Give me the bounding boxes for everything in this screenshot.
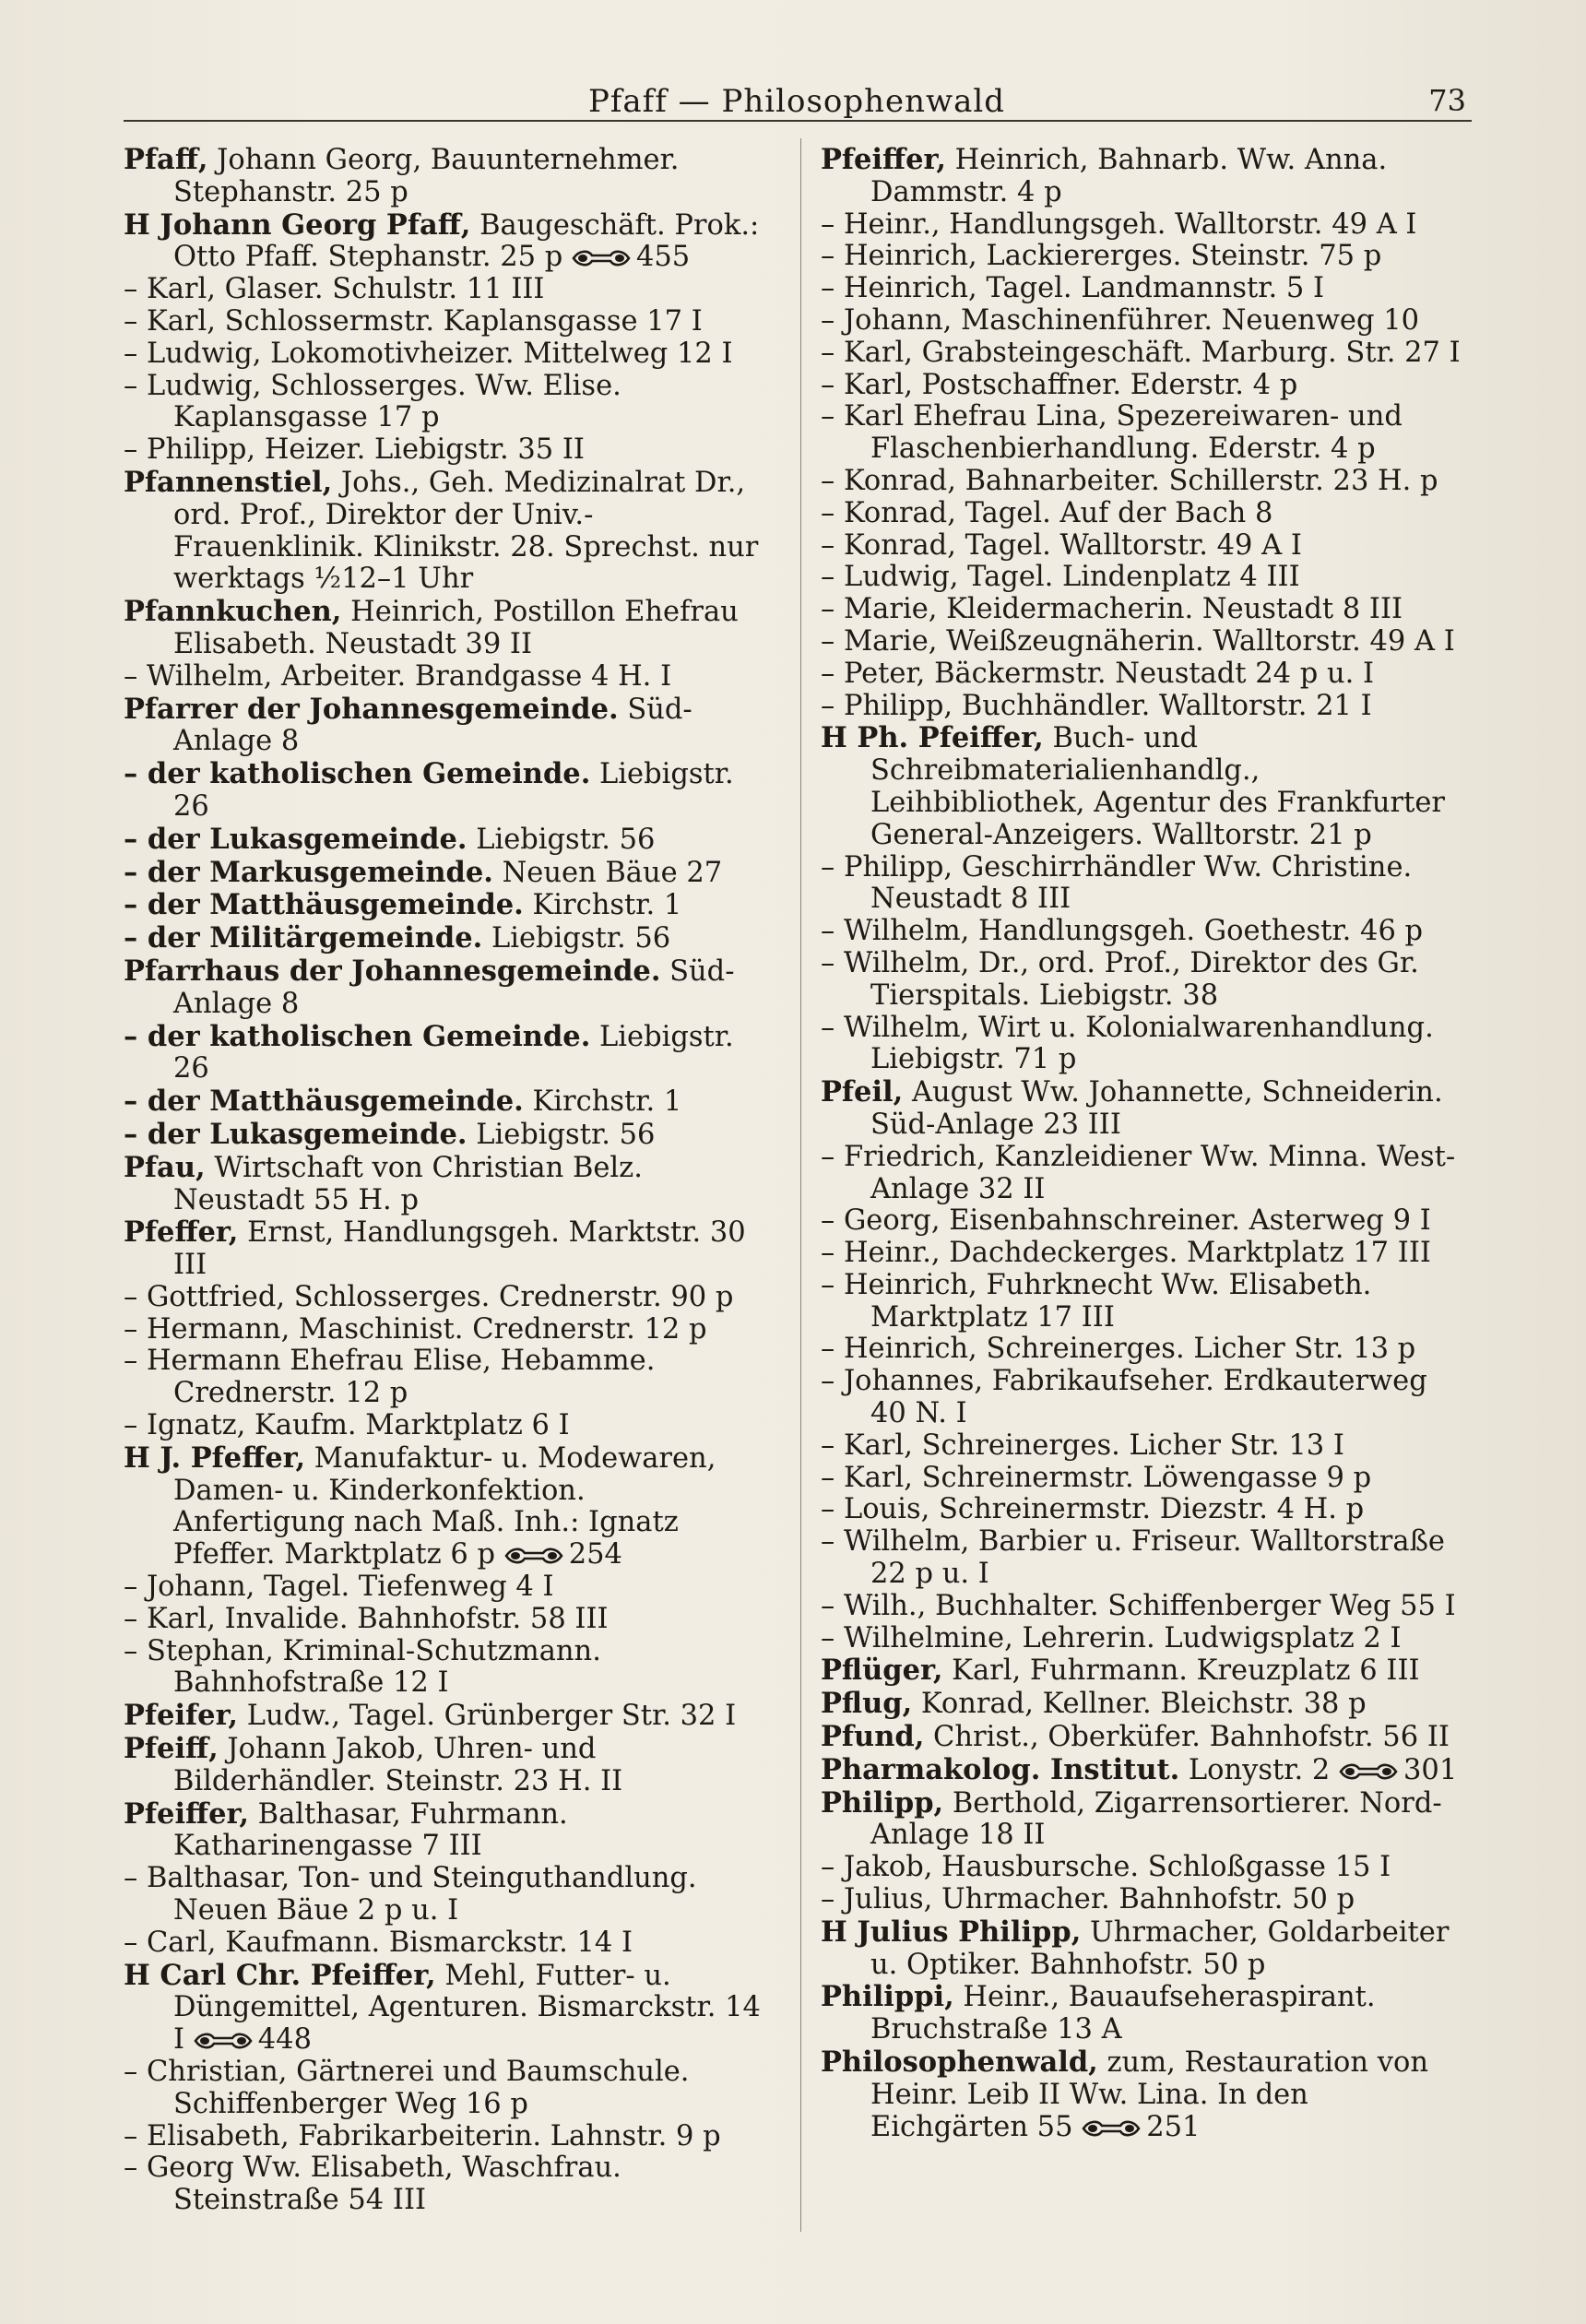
directory-entry [821, 498, 1462, 530]
column-divider [800, 138, 801, 2232]
telephone-number: 301 [1403, 1753, 1458, 1786]
entry-text: Neuen Bäue 27 [492, 856, 723, 889]
directory-entry [821, 1654, 1462, 1688]
entry-text: – Heinrich, Schreinerges. Licher Str. 13 p [821, 1333, 1416, 1366]
entry-heading: Pfeiffer, [124, 1796, 249, 1831]
entry-text: – Ludwig, Tagel. Lindenplatz 4 III [821, 561, 1300, 594]
entry-heading: – der Matthäusgemeinde. [124, 1085, 524, 1119]
directory-entry [821, 1463, 1462, 1495]
page-number: 73 [1428, 83, 1466, 118]
entry-heading: Pfannenstiel, [124, 465, 333, 499]
entry-text: – Philipp, Heizer. Liebigstr. 35 II [124, 433, 585, 467]
directory-entry [821, 466, 1462, 498]
entry-text: – Heinr., Handlungsgeh. Walltorstr. 49 A I [821, 208, 1417, 241]
directory-entry [821, 144, 1462, 209]
directory-entry [124, 1604, 765, 1636]
directory-entry [821, 209, 1462, 242]
entry-text: August Ww. Johannette, Schneiderin. Süd-Anlage 23 III [870, 1076, 1443, 1141]
entry-text: Liebigstr. 56 [467, 1118, 656, 1151]
directory-entry [124, 467, 765, 596]
entry-text: Christ., Oberküfer. Bahnhofstr. 56 II [924, 1721, 1450, 1754]
directory-entry [821, 241, 1462, 273]
entry-text: Liebigstr. 26 [173, 1020, 734, 1085]
directory-entry [124, 338, 765, 371]
directory-entry [821, 658, 1462, 691]
entry-text: – Marie, Kleidermacherin. Neustadt 8 III [821, 593, 1403, 626]
entry-text: – Johannes, Fabrikaufseher. Erdkauterweg 40 N. I [821, 1365, 1427, 1430]
entry-text: – Philipp, Buchhändler. Walltorstr. 21 I [821, 689, 1372, 722]
entry-text: – Heinrich, Lackiererges. Steinstr. 75 p [821, 240, 1382, 273]
directory-entry [124, 1733, 765, 1798]
entry-text: Balthasar, Fuhrmann. Katharinengasse 7 III [173, 1797, 568, 1863]
directory-entry [821, 530, 1462, 563]
entry-text: Buch- und Schreibmaterialienhandlg., Leihbibliothek, Agentur des Frankfurter General-Anzeigers. Walltorstr. 21 p [870, 722, 1445, 851]
entry-heading: Pfaff, [124, 143, 208, 176]
entry-text: Heinrich, Postillon Ehefrau Elisabeth. Neustadt 39 II [173, 596, 739, 660]
directory-entry [821, 1981, 1462, 2046]
entry-text: – Ignatz, Kaufm. Marktplatz 6 I [124, 1409, 570, 1442]
entry-text: – Louis, Schreinermstr. Diezstr. 4 H. p [821, 1493, 1365, 1526]
entry-text: – Karl, Schlossermstr. Kaplansgasse 17 I [124, 304, 703, 338]
telephone-number: 254 [568, 1538, 622, 1571]
entry-text: – Elisabeth, Fabrikarbeiterin. Lahnstr. 9 p [124, 2119, 721, 2152]
entry-heading: Philippi, [821, 1980, 954, 2014]
entry-heading: Pfeiffer, [821, 143, 946, 176]
entry-text: Ernst, Handlungsgeh. Marktstr. 30 III [173, 1216, 746, 1282]
left-column [124, 144, 765, 2217]
directory-entry [821, 1238, 1462, 1270]
entry-heading: – der Militärgemeinde. [124, 921, 483, 955]
directory-entry [124, 306, 765, 338]
entry-text: – Karl, Postschaffner. Ederstr. 4 p [821, 368, 1298, 401]
directory-entry [821, 1334, 1462, 1366]
entry-heading: Pfarrhaus der Johannesgemeinde. [124, 954, 661, 988]
telephone-icon [572, 248, 631, 268]
entry-heading: Pfau, [124, 1150, 206, 1184]
directory-entry [821, 1142, 1462, 1206]
entry-text: – Ludwig, Lokomotivheizer. Mittelweg 12 I [124, 337, 733, 370]
directory-entry [124, 144, 765, 209]
directory-entry [124, 1442, 765, 1571]
entry-text: Johann Jakob, Uhren- und Bilderhändler. Steinstr. 23 H. II [173, 1733, 623, 1797]
telephone-number: 455 [636, 241, 691, 274]
entry-text: Kirchstr. 1 [523, 1085, 682, 1119]
entry-text: – Johann, Maschinenführer. Neuenweg 10 [821, 303, 1420, 337]
entry-text: – Wilhelm, Handlungsgeh. Goethestr. 46 p [821, 915, 1424, 948]
directory-entry [124, 1021, 765, 1086]
directory-entry [124, 1636, 765, 1701]
directory-entry [124, 1314, 765, 1346]
entry-text: – Peter, Bäckermstr. Neustadt 24 p u. I [821, 657, 1375, 690]
directory-entry [124, 1700, 765, 1733]
directory-entry [124, 1119, 765, 1152]
directory-entry [821, 1916, 1462, 1982]
entry-text: Karl, Fuhrmann. Kreuzplatz 6 III [942, 1654, 1420, 1688]
directory-entry [821, 1721, 1462, 1754]
directory-entry [821, 1591, 1462, 1623]
directory-entry [821, 916, 1462, 948]
entry-heading: Pflüger, [821, 1654, 943, 1688]
entry-heading: Pflug, [821, 1687, 913, 1721]
entry-text: Liebigstr. 56 [467, 823, 656, 856]
directory-entry [124, 922, 765, 955]
telephone-icon [194, 2031, 253, 2051]
directory-entry [821, 594, 1462, 626]
entry-text: Johs., Geh. Medizinalrat Dr., ord. Prof., Direktor der Univ.-Frauenklinik. Klinikstr. 28. Sprechst. nur werktags ½12–1 Uhr [173, 466, 759, 596]
directory-entry [821, 1884, 1462, 1916]
directory-entry [821, 1494, 1462, 1526]
entry-text: – Konrad, Bahnarbeiter. Schillerstr. 23 H. p [821, 464, 1438, 497]
entry-text: – Heinr., Dachdeckerges. Marktplatz 17 III [821, 1237, 1431, 1270]
directory-entry [821, 1076, 1462, 1142]
directory-entry [821, 1366, 1462, 1430]
directory-entry [124, 758, 765, 824]
directory-entry [124, 1571, 765, 1604]
entry-text: – Stephan, Kriminal-Schutzmann. Bahnhofstraße 12 I [124, 1634, 601, 1700]
entry-text: – Gottfried, Schlosserges. Crednerstr. 90 p [124, 1280, 734, 1313]
entry-text: Johann Georg, Bauunternehmer. Stephanstr. 25 p [173, 144, 680, 208]
entry-text: Kirchstr. 1 [523, 889, 682, 922]
entry-text: – Christian, Gärtnerei und Baumschule. Schiffenberger Weg 16 p [124, 2056, 690, 2120]
entry-text: – Konrad, Tagel. Walltorstr. 49 A I [821, 528, 1302, 562]
directory-entry [821, 401, 1462, 466]
entry-text: Ludw., Tagel. Grünberger Str. 32 I [238, 1700, 737, 1733]
entry-text: – Wilhelm, Dr., ord. Prof., Direktor des Gr. Tierspitals. Liebigstr. 38 [821, 946, 1419, 1012]
entry-heading: H J. Pfeffer, [124, 1441, 306, 1475]
entry-text: Berthold, Zigarrensortierer. Nord-Anlage 18 II [870, 1786, 1442, 1852]
header-rule [124, 120, 1472, 122]
directory-entry [124, 2121, 765, 2153]
directory-entry [124, 596, 765, 661]
directory-entry [124, 371, 765, 435]
entry-text: – Jakob, Hausbursche. Schloßgasse 15 I [821, 1851, 1391, 1884]
directory-entry [124, 857, 765, 890]
entry-text: – Karl, Grabsteingeschäft. Marburg. Str. 27 I [821, 336, 1461, 369]
directory-entry [821, 1623, 1462, 1655]
entry-heading: – der Lukasgemeinde. [124, 822, 468, 856]
entry-text: – Johann, Tagel. Tiefenweg 4 I [124, 1571, 554, 1604]
directory-entry [124, 1216, 765, 1282]
directory-entry [124, 694, 765, 759]
entry-text: Süd-Anlage 8 [173, 693, 692, 758]
directory-entry [821, 2046, 1462, 2143]
entry-heading: – der Lukasgemeinde. [124, 1117, 468, 1151]
entry-text: – Friedrich, Kanzleidiener Ww. Minna. West-Anlage 32 II [821, 1140, 1456, 1205]
directory-entry [821, 370, 1462, 402]
entry-text: – Georg Ww. Elisabeth, Waschfrau. Steinstraße 54 III [124, 2152, 621, 2217]
entry-text: – Karl, Schreinerges. Licher Str. 13 I [821, 1429, 1344, 1462]
directory-entry [821, 305, 1462, 338]
directory-entry [124, 2152, 765, 2217]
entry-text: – Heinrich, Fuhrknecht Ww. Elisabeth. Marktplatz 17 III [821, 1268, 1372, 1334]
directory-entry [124, 824, 765, 857]
entry-heading: – der katholischen Gemeinde. [124, 1019, 591, 1053]
directory-entry [124, 1085, 765, 1119]
directory-entry [124, 1152, 765, 1217]
entry-heading: Pfeiff, [124, 1732, 219, 1766]
entry-text: – Wilhelmine, Lehrerin. Ludwigsplatz 2 I [821, 1621, 1402, 1654]
telephone-icon [1339, 1761, 1398, 1782]
entry-text: – Wilhelm, Barbier u. Friseur. Walltorstraße 22 p u. I [821, 1525, 1445, 1591]
right-column [821, 144, 1462, 2143]
directory-entry [124, 274, 765, 306]
entry-text: Konrad, Kellner. Bleichstr. 38 p [912, 1688, 1367, 1721]
directory-entry [821, 273, 1462, 305]
telephone-number: 448 [257, 2023, 312, 2057]
entry-text: – Hermann, Maschinist. Crednerstr. 12 p [124, 1312, 707, 1346]
entry-heading: Pfarrer der Johannesgemeinde. [124, 692, 619, 726]
entry-text: – Philipp, Geschirrhändler Ww. Christine. Neustadt 8 III [821, 850, 1413, 916]
entry-heading: H Carl Chr. Pfeiffer, [124, 1958, 436, 1992]
entry-text: – Carl, Kaufmann. Bismarckstr. 14 I [124, 1926, 633, 1959]
directory-entry [821, 1013, 1462, 1077]
directory-entry [124, 1960, 765, 2057]
entry-text: – Georg, Eisenbahnschreiner. Asterweg 9 I [821, 1204, 1431, 1238]
entry-text: – Julius, Uhrmacher. Bahnhofstr. 50 p [821, 1883, 1355, 1916]
directory-entry [821, 1688, 1462, 1721]
entry-text: – Wilh., Buchhalter. Schiffenberger Weg 55 I [821, 1589, 1456, 1622]
entry-text: Liebigstr. 26 [173, 758, 734, 823]
directory-entry [124, 209, 765, 275]
entry-text: Liebigstr. 56 [482, 922, 671, 955]
entry-text: – Balthasar, Ton- und Steinguthandlung. Neuen Bäue 2 p u. I [124, 1862, 697, 1927]
entry-text: – Karl, Invalide. Bahnhofstr. 58 III [124, 1602, 609, 1635]
directory-entry [821, 1270, 1462, 1334]
entry-heading: H Ph. Pfeiffer, [821, 721, 1044, 755]
entry-text: – Wilhelm, Arbeiter. Brandgasse 4 H. I [124, 659, 672, 693]
entry-text: – Karl, Schreinermstr. Löwengasse 9 p [821, 1461, 1372, 1494]
entry-text: Wirtschaft von Christian Belz. Neustadt 55 H. p [173, 1151, 643, 1216]
entry-text: Mehl, Futter- u. Düngemittel, Agenturen. Bismarckstr. 14 I [173, 1959, 761, 2057]
entry-heading: Philipp, [821, 1785, 944, 1820]
entry-text: – Karl, Glaser. Schulstr. 11 III [124, 273, 545, 306]
entry-text: zum, Restauration von Heinr. Leib II Ww. Lina. In den Eichgärten 55 [870, 2046, 1428, 2143]
directory-entry [124, 1346, 765, 1410]
telephone-icon [1082, 2118, 1141, 2139]
entry-text: Uhrmacher, Goldarbeiter u. Optiker. Bahnhofstr. 50 p [870, 1915, 1450, 1981]
entry-heading: Pfund, [821, 1720, 925, 1754]
directory-entry [821, 948, 1462, 1013]
entry-text: – Ludwig, Schlosserges. Ww. Elise. Kaplansgasse 17 p [124, 369, 621, 434]
entry-text: Baugeschäft. Prok.: Otto Pfaff. Stephanstr. 25 p [173, 208, 760, 274]
entry-heading: Philosophenwald, [821, 2045, 1098, 2080]
entry-heading: Pfannkuchen, [124, 595, 342, 629]
directory-entry [124, 1282, 765, 1314]
directory-entry [821, 338, 1462, 370]
directory-entry [124, 2057, 765, 2121]
directory-entry [821, 562, 1462, 594]
entry-text: Süd-Anlage 8 [173, 954, 735, 1020]
running-title: Pfaff — Philosophenwald [587, 83, 1006, 120]
directory-entry [124, 434, 765, 467]
directory-entry [821, 1852, 1462, 1884]
entry-heading: Pfeffer, [124, 1215, 239, 1250]
directory-entry [821, 626, 1462, 658]
entry-text: – Heinrich, Tagel. Landmannstr. 5 I [821, 272, 1324, 305]
entry-text: – Hermann Ehefrau Elise, Hebamme. Crednerstr. 12 p [124, 1345, 656, 1410]
entry-text: – Konrad, Tagel. Auf der Bach 8 [821, 496, 1273, 529]
entry-heading: Pfeifer, [124, 1699, 239, 1733]
directory-entry [821, 722, 1462, 851]
entry-text: – Karl Ehefrau Lina, Spezereiwaren- und Flaschenbierhandlung. Ederstr. 4 p [821, 400, 1403, 466]
directory-entry [821, 1754, 1462, 1787]
entry-text: Heinr., Bauaufseheraspirant. Bruchstraße 13 A [870, 1981, 1376, 2046]
entry-heading: H Johann Georg Pfaff, [124, 208, 471, 242]
entry-text: Lonystr. 2 [1179, 1753, 1331, 1786]
directory-entry [821, 1430, 1462, 1463]
directory-entry [124, 1927, 765, 1960]
directory-entry [124, 889, 765, 922]
entry-heading: – der Markusgemeinde. [124, 855, 493, 889]
telephone-number: 251 [1146, 2110, 1201, 2143]
directory-entry [124, 661, 765, 694]
directory-entry [821, 1787, 1462, 1853]
entry-heading: – der Matthäusgemeinde. [124, 888, 524, 922]
directory-entry [821, 1205, 1462, 1238]
telephone-icon [504, 1546, 563, 1566]
entry-text: – Wilhelm, Wirt u. Kolonialwarenhandlung. Liebigstr. 71 p [821, 1011, 1434, 1076]
directory-entry [821, 1526, 1462, 1591]
directory-entry [821, 691, 1462, 723]
entry-text: Manufaktur- u. Modewaren, Damen- u. Kinderkonfektion. Anfertigung nach Maß. Inh.: Ignatz Pfeffer. Marktplatz 6 p [173, 1441, 716, 1571]
directory-entry [124, 1410, 765, 1442]
entry-heading: – der katholischen Gemeinde. [124, 757, 591, 791]
directory-entry [821, 852, 1462, 917]
directory-entry [124, 1798, 765, 1864]
entry-heading: Pfeil, [821, 1075, 904, 1109]
entry-text: Heinrich, Bahnarb. Ww. Anna. Dammstr. 4 p [870, 144, 1388, 208]
entry-heading: H Julius Philipp, [821, 1915, 1082, 1949]
directory-entry [124, 1863, 765, 1927]
entry-text: – Marie, Weißzeugnäherin. Walltorstr. 49 A I [821, 624, 1455, 658]
entry-heading: Pharmakolog. Institut. [821, 1752, 1180, 1786]
directory-entry [124, 955, 765, 1021]
